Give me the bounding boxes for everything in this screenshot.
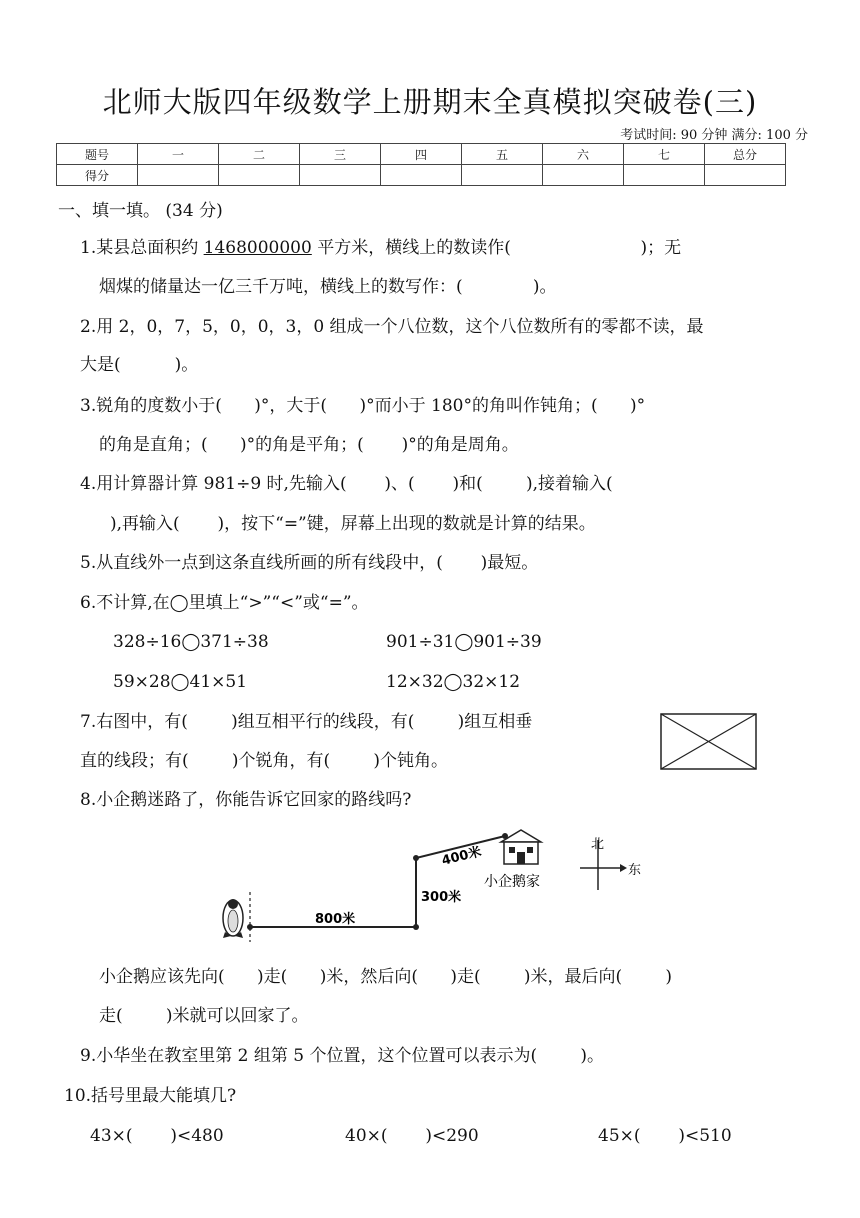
score-cell: 得分	[57, 165, 138, 186]
question-1-line-2: 烟煤的储量达一亿三千万吨，横线上的数写作：( )。	[99, 277, 557, 297]
question-3-line-1: 3.锐角的度数小于( )°，大于( )°而小于 180°的角叫作钝角；( )°	[80, 396, 646, 416]
q1-suffix: 平方米，横线上的数读作( )；无	[311, 238, 682, 258]
question-6-line-1: 6.不计算,在◯里填上“>”“<”或“=”。	[80, 593, 369, 613]
question-2-line-2: 大是( )。	[80, 355, 199, 375]
score-table-score-row	[57, 165, 786, 186]
score-input-cell[interactable]	[300, 165, 381, 186]
q1-prefix: 1.某县总面积约	[80, 238, 204, 258]
q10-item: 40×( )<290	[345, 1126, 479, 1146]
question-1-line-1	[80, 238, 681, 258]
score-cell: 一	[138, 144, 219, 165]
question-7-line-1: 7.右图中，有( )组互相平行的线段，有( )组互相垂	[80, 712, 533, 732]
score-cell: 七	[624, 144, 705, 165]
question-5-line-1: 5.从直线外一点到这条直线所画的所有线段中，( )最短。	[80, 553, 539, 573]
q6-item: 328÷16◯371÷38	[113, 632, 269, 652]
score-input-cell[interactable]	[624, 165, 705, 186]
question-10-line-1: 10.括号里最大能填几?	[64, 1086, 237, 1106]
question-8-line-1: 8.小企鹅迷路了，你能告诉它回家的路线吗?	[80, 790, 412, 810]
segment-400-label: 400米	[440, 844, 483, 869]
q6-item: 901÷31◯901÷39	[386, 632, 542, 652]
question-8-answer-line-2: 走( )米就可以回家了。	[99, 1006, 309, 1026]
score-input-cell[interactable]	[219, 165, 300, 186]
question-9-line-1: 9.小华坐在教室里第 2 组第 5 个位置，这个位置可以表示为( )。	[80, 1046, 604, 1066]
q6-item: 59×28◯41×51	[113, 672, 248, 692]
section-heading: 一、填一填。 (34 分)	[58, 201, 223, 221]
question-3-line-2: 的角是直角；( )°的角是平角；( )°的角是周角。	[99, 435, 519, 455]
north-label: 北	[591, 837, 605, 852]
score-input-cell[interactable]	[138, 165, 219, 186]
question-2-line-1: 2.用 2，0，7，5，0，0，3，0 组成一个八位数，这个八位数所有的零都不读，最	[80, 317, 704, 337]
segment-800-label: 800米	[315, 912, 356, 927]
route-map-diagram	[205, 820, 655, 955]
score-cell: 五	[462, 144, 543, 165]
q1-number: 1468000000	[203, 238, 312, 258]
score-input-cell[interactable]	[381, 165, 462, 186]
exam-meta: 考试时间: 90 分钟 满分: 100 分	[620, 128, 808, 143]
q6-item: 12×32◯32×12	[386, 672, 521, 692]
score-input-cell[interactable]	[543, 165, 624, 186]
score-cell: 四	[381, 144, 462, 165]
q10-item: 45×( )<510	[598, 1126, 732, 1146]
page-title: 北师大版四年级数学上册期末全真模拟突破卷(三)	[102, 85, 758, 119]
question-7-line-2: 直的线段；有( )个锐角，有( )个钝角。	[80, 751, 448, 771]
question-4-line-1: 4.用计算器计算 981÷9 时,先输入( )、( )和( ),接着输入(	[80, 474, 613, 494]
score-table	[56, 143, 786, 186]
home-label: 小企鹅家	[484, 874, 540, 890]
east-label: 东	[628, 863, 642, 878]
segment-300-label: 300米	[421, 890, 462, 905]
score-cell: 六	[543, 144, 624, 165]
penguin-icon	[223, 899, 243, 938]
score-input-cell[interactable]	[462, 165, 543, 186]
score-cell: 二	[219, 144, 300, 165]
q10-item: 43×( )<480	[90, 1126, 224, 1146]
question-8-answer-line-1: 小企鹅应该先向( )走( )米，然后向( )走( )米，最后向( )	[99, 967, 673, 987]
score-table-header-row	[57, 144, 786, 165]
question-4-line-2: ),再输入( )，按下“=”键，屏幕上出现的数就是计算的结果。	[110, 514, 596, 534]
rectangle-diagonals-figure	[660, 713, 758, 771]
score-cell: 三	[300, 144, 381, 165]
score-cell: 总分	[705, 144, 786, 165]
score-cell: 题号	[57, 144, 138, 165]
score-input-cell[interactable]	[705, 165, 786, 186]
